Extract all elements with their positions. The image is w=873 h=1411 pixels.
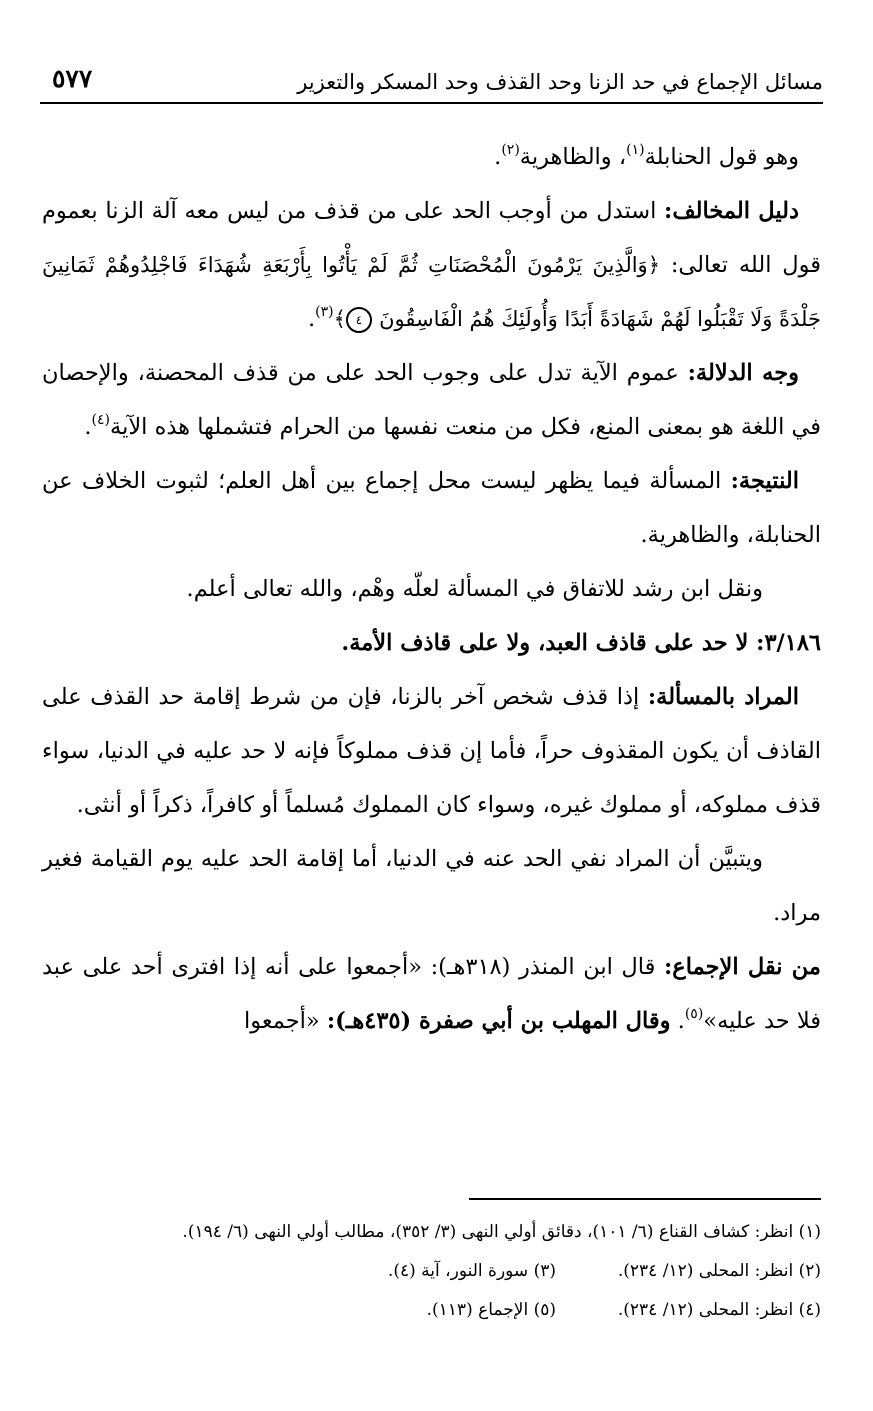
text-segment: ، والظاهرية bbox=[519, 144, 627, 170]
footnote-row bbox=[42, 1291, 821, 1330]
text-segment: وهو قول الحنابلة bbox=[644, 144, 799, 170]
paragraph-evidence-point bbox=[42, 346, 821, 454]
footnote-ref-4[interactable]: (٤) bbox=[91, 412, 111, 428]
running-title: مسائل الإجماع في حد الزنا وحد القذف وحد المسكر والتعزير bbox=[297, 70, 823, 94]
footnote-5: (٥) الإجماع (١١٣). bbox=[426, 1300, 556, 1320]
paragraph-opponent-evidence bbox=[42, 184, 821, 346]
paragraph-result bbox=[42, 454, 821, 562]
footnote-ref-5[interactable]: (٥) bbox=[684, 1006, 704, 1022]
text-segment: عموم الآية تدل على وجوب الحد على من قذف المحصنة، والإحصان في اللغة هو بمعنى المنع، فكل من منعت نفسها من الحرام فتشملها هذه الآية bbox=[42, 360, 821, 440]
footnote-2: (٢) انظر: المحلى (١٢/ ٢٣٤). bbox=[617, 1261, 821, 1281]
footnote-ref-2[interactable]: (٢) bbox=[501, 142, 520, 158]
text-segment: . bbox=[670, 1008, 685, 1034]
page-header bbox=[40, 62, 823, 104]
paragraph-clarification: ويتبيَّن أن المراد نفي الحد عنه في الدنيا، أما إقامة الحد عليه يوم القيامة فغير مراد. bbox=[42, 846, 821, 926]
paragraph-consensus-report bbox=[42, 940, 821, 1048]
text-segment: . bbox=[494, 144, 502, 170]
footnotes bbox=[42, 1213, 821, 1330]
muhallab-citation: وقال المهلب بن أبي صفرة (٤٣٥هـ): bbox=[326, 1008, 671, 1034]
ayah-number-mark: ٤ bbox=[346, 307, 372, 333]
paragraph-hanabila bbox=[42, 130, 821, 184]
footnote-3: (٣) سورة النور، آية (٤). bbox=[387, 1261, 556, 1281]
issue-heading: ٣/١٨٦: لا حد على قاذف العبد، ولا على قاذف الأمة. bbox=[341, 630, 821, 656]
footnote-row bbox=[42, 1252, 821, 1291]
quran-close-bracket: ﴾ bbox=[333, 307, 346, 331]
text-segment: «أجمعوا bbox=[243, 1008, 327, 1034]
paragraph-ibn-rushd: ونقل ابن رشد للاتفاق في المسألة لعلّه وهْم، والله تعالى أعلم. bbox=[186, 576, 763, 602]
label-meaning: المراد بالمسألة: bbox=[647, 684, 800, 710]
footnote-4: (٤) انظر: المحلى (١٢/ ٢٣٤). bbox=[617, 1300, 821, 1320]
label-result: النتيجة: bbox=[730, 468, 799, 494]
text-segment: إذا قذف شخص آخر بالزنا، فإن من شرط إقامة حد القذف على القاذف أن يكون المقذوف حراً، فأما إن قذف مملوكاً فإنه لا حد عليه في الدنيا، سواء قذف مملوكه، أو مملوك غيره، وسواء كان المملوك مُسلماً أو كافراً، ذكراً أو أنثى. bbox=[42, 684, 821, 818]
text-segment: . bbox=[308, 306, 316, 332]
main-text bbox=[42, 130, 821, 1048]
text-segment: استدل من أوجب الحد على من قذف من ليس معه آلة الزنا بعموم قول الله تعالى: bbox=[42, 198, 822, 278]
text-segment: المسألة فيما يظهر ليست محل إجماع بين أهل العلم؛ لثبوت الخلاف عن الحنابلة، والظاهرية. bbox=[42, 468, 821, 548]
paragraph-meaning bbox=[42, 670, 821, 832]
label-consensus-report: من نقل الإجماع: bbox=[663, 954, 821, 980]
footnote-1: (١) انظر: كشاف القناع (٦/ ١٠١)، دقائق أولي النهى (٣/ ٣٥٢)، مطالب أولي النهى (٦/ ١٩٤). bbox=[182, 1222, 821, 1242]
page-number: ٥٧٧ bbox=[52, 64, 93, 93]
footnote-row bbox=[42, 1213, 821, 1252]
label-opponent-evidence: دليل المخالف: bbox=[664, 198, 800, 224]
quran-verse: ﴿وَالَّذِينَ يَرْمُونَ الْمُحْصَنَاتِ ثُمَّ لَمْ يَأْتُوا بِأَرْبَعَةِ شُهَدَاءَ فَاجْلِدُوهُمْ ثَمَانِينَ جَلْدَةً وَلَا تَقْبَلُوا لَهُمْ شَهَادَةً أَبَدًا وَأُولَئِكَ هُمُ الْفَاسِقُونَ bbox=[42, 253, 821, 331]
footnote-divider bbox=[469, 1198, 821, 1200]
text-segment: . bbox=[84, 414, 92, 440]
footnote-ref-1[interactable]: (١) bbox=[626, 142, 645, 158]
footnote-ref-3[interactable]: (٣) bbox=[315, 304, 334, 320]
label-evidence-point: وجه الدلالة: bbox=[687, 360, 799, 386]
text-segment: قال ابن المنذر (٣١٨هـ): «أجمعوا على أنه إذا افترى أحد على عبد فلا حد عليه» bbox=[42, 954, 821, 1034]
